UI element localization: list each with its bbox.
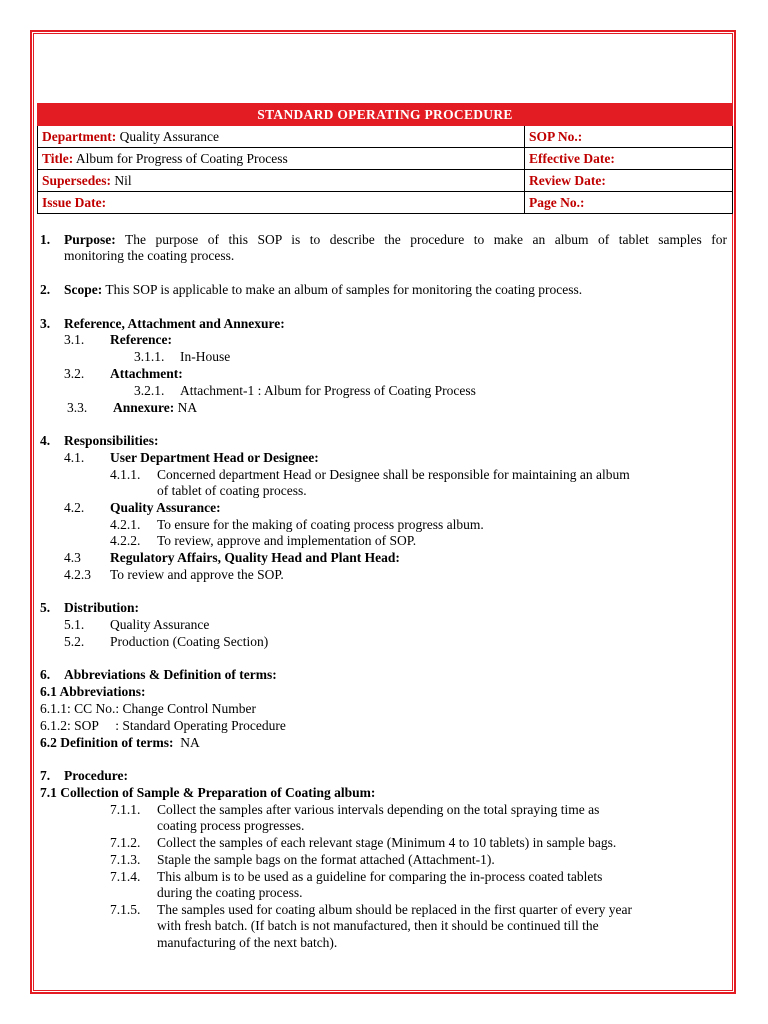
subsection-number: 3.1. <box>64 332 85 347</box>
item-number: 4.2.3 <box>64 567 91 582</box>
section-number: 4. <box>40 433 51 448</box>
review-date-label: Review Date: <box>529 172 606 188</box>
procedure-text: Staple the sample bags on the format attached (Attachment-1). <box>157 852 495 867</box>
procedure-text: Collect the samples of each relevant stage (Minimum 4 to 10 tablets) in sample bags. <box>157 835 617 850</box>
item-number: 7.1.3. <box>110 852 141 867</box>
procedure-text: coating process progresses. <box>157 818 305 833</box>
qa-item-text: To ensure for the making of coating process progress album. <box>157 517 484 532</box>
item-number: 4.2.2. <box>110 533 141 548</box>
issue-date-label: Issue Date: <box>42 194 107 210</box>
section-number: 5. <box>40 600 51 615</box>
user-dept-text-2: of tablet of coating process. <box>157 483 307 498</box>
annexure-title: Annexure: <box>113 400 175 415</box>
section-number: 6. <box>40 667 51 682</box>
annexure-line <box>113 400 197 417</box>
procedure-text: during the coating process. <box>157 885 303 900</box>
qa-item-text: To review, approve and implementation of SOP. <box>157 533 417 548</box>
header-banner: STANDARD OPERATING PROCEDURE <box>38 104 733 126</box>
item-number: 3.2.1. <box>134 383 165 398</box>
regulatory-item-text: To review and approve the SOP. <box>110 567 284 582</box>
title-label: Title: <box>42 150 74 166</box>
distribution-item-text: Production (Coating Section) <box>110 634 269 649</box>
purpose-line-2: monitoring the coating process. <box>64 248 235 263</box>
title-value: Album for Progress of Coating Process <box>73 150 288 166</box>
subsection-number: 5.1. <box>64 617 85 632</box>
subsection-number: 5.2. <box>64 634 85 649</box>
distribution-heading: Distribution: <box>64 600 140 615</box>
abbreviations-subheading: 6.1 Abbreviations: <box>40 684 146 699</box>
definition-line <box>40 735 200 752</box>
abbreviations-heading: Abbreviations & Definition of terms: <box>64 667 277 682</box>
supersedes-value: Nil <box>111 172 132 188</box>
purpose-text: The purpose of this SOP is to describe the procedure to make an album of tablet samples for <box>115 232 727 247</box>
abbreviation-item: 6.1.1: CC No.: Change Control Number <box>40 701 256 716</box>
section-number: 1. <box>40 232 51 247</box>
section-number: 2. <box>40 282 51 297</box>
supersedes-label: Supersedes: <box>42 172 112 188</box>
definition-title: 6.2 Definition of terms: <box>40 735 174 750</box>
subsection-number: 3.2. <box>64 366 85 381</box>
procedure-text: The samples used for coating album should be replaced in the first quarter of every year <box>157 902 632 917</box>
subsection-number: 3.3. <box>67 400 88 415</box>
scope-title: Scope: <box>64 282 103 297</box>
item-number: 7.1.1. <box>110 802 141 817</box>
procedure-text: with fresh batch. (If batch is not manufactured, then it should be continued till the <box>157 918 599 933</box>
scope-line <box>64 282 582 299</box>
annexure-text: NA <box>174 400 198 415</box>
reference-item-text: In-House <box>180 349 231 364</box>
regulatory-subheading: Regulatory Affairs, Quality Head and Plant Head: <box>110 550 400 565</box>
department-label: Department: <box>42 128 117 144</box>
reference-subheading: Reference: <box>110 332 172 347</box>
item-number: 4.1.1. <box>110 467 141 482</box>
procedure-text: manufacturing of the next batch). <box>157 935 338 950</box>
procedure-text: This album is to be used as a guideline for comparing the in-process coated tablets <box>157 869 603 884</box>
procedure-subheading: 7.1 Collection of Sample & Preparation of Coating album: <box>40 785 376 800</box>
distribution-item-text: Quality Assurance <box>110 617 210 632</box>
scope-text: This SOP is applicable to make an album of samples for monitoring the coating process. <box>102 282 583 297</box>
procedure-heading: Procedure: <box>64 768 128 783</box>
responsibilities-heading: Responsibilities: <box>64 433 159 448</box>
abbreviation-item: 6.1.2: SOP : Standard Operating Procedure <box>40 718 286 733</box>
definition-text: NA <box>173 735 200 750</box>
subsection-number: 4.2. <box>64 500 85 515</box>
subsection-number: 4.1. <box>64 450 85 465</box>
effective-date-label: Effective Date: <box>529 150 615 166</box>
sop-no-label: SOP No.: <box>529 128 583 144</box>
section-number: 3. <box>40 316 51 331</box>
attachment-subheading: Attachment: <box>110 366 183 381</box>
item-number: 7.1.2. <box>110 835 141 850</box>
reference-heading: Reference, Attachment and Annexure: <box>64 316 285 331</box>
purpose-title: Purpose: <box>64 232 116 247</box>
item-number: 4.2.1. <box>110 517 141 532</box>
attachment-item-text: Attachment-1 : Album for Progress of Coating Process <box>180 383 476 398</box>
item-number: 3.1.1. <box>134 349 165 364</box>
user-dept-subheading: User Department Head or Designee: <box>110 450 319 465</box>
user-dept-text-1: Concerned department Head or Designee shall be responsible for maintaining an album <box>157 467 630 482</box>
section-number: 7. <box>40 768 51 783</box>
item-number: 7.1.4. <box>110 869 141 884</box>
procedure-text: Collect the samples after various intervals depending on the total spraying time as <box>157 802 600 817</box>
purpose-line-1 <box>64 232 727 249</box>
subsection-number: 4.3 <box>64 550 81 565</box>
department-value: Quality Assurance <box>116 128 219 144</box>
qa-subheading: Quality Assurance: <box>110 500 221 515</box>
item-number: 7.1.5. <box>110 902 141 917</box>
page-no-label: Page No.: <box>529 194 585 210</box>
